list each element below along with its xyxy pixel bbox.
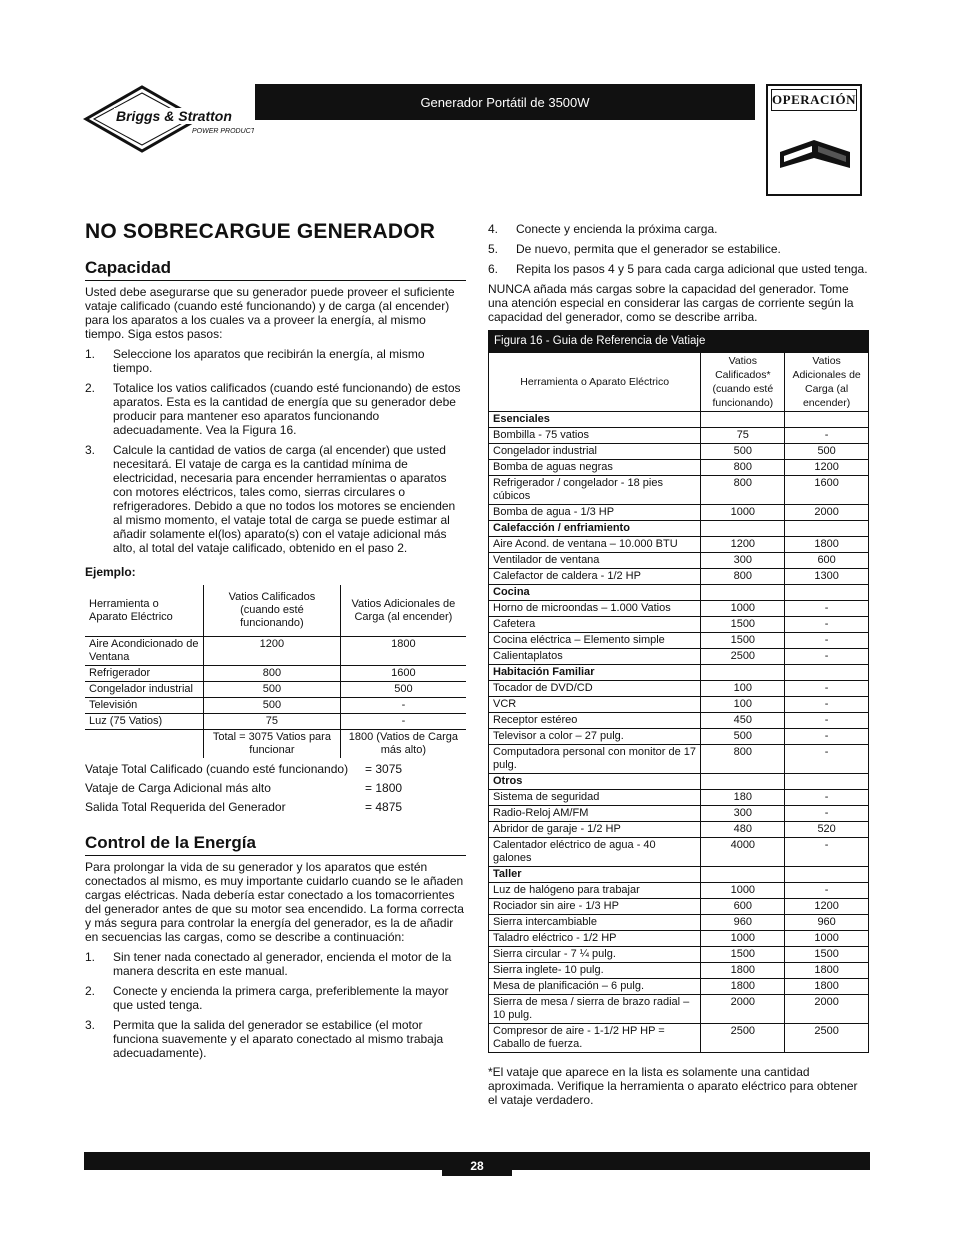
table-cell: 520	[785, 822, 869, 838]
table-cell: 1000	[701, 505, 785, 521]
table-cell: 2500	[785, 1024, 869, 1053]
example-table	[85, 585, 466, 758]
category-label: Calefacción / enfriamiento	[489, 521, 701, 537]
table-cell: 1000	[701, 883, 785, 899]
table-cell: Refrigerador / congelador - 18 pies cúbicos	[489, 476, 701, 505]
table-cell: 2000	[701, 995, 785, 1024]
table-row	[489, 460, 869, 476]
section-badge	[766, 84, 862, 196]
summary-line	[85, 761, 466, 777]
table-cell: 1200	[785, 899, 869, 915]
table-cell	[701, 585, 785, 601]
table-cell: -	[340, 714, 466, 730]
step-number: 5.	[488, 242, 499, 256]
table-cell: -	[785, 790, 869, 806]
table-cell: 800	[701, 476, 785, 505]
table-category-row	[489, 665, 869, 681]
left-column	[85, 220, 466, 1066]
table-cell: 1200	[701, 537, 785, 553]
table-row	[489, 553, 869, 569]
table-cell: -	[785, 601, 869, 617]
table-cell: 75	[701, 428, 785, 444]
step-number: 2.	[85, 984, 96, 998]
control-steps	[85, 950, 466, 1060]
list-item	[85, 984, 466, 1012]
table-row	[489, 915, 869, 931]
capacidad-intro: Usted debe asegurarse que su generador puede proveer el suficiente vataje calificado (cuando esté funcionando) y de carga (al encender) para los aparatos a los cuales va a proveer la energía, al mismo tiempo. Siga estos pasos:	[85, 285, 455, 341]
table-cell: -	[785, 428, 869, 444]
list-item	[488, 242, 869, 256]
step-text: De nuevo, permita que el generador se estabilice.	[516, 242, 781, 256]
table-cell: Aire Acond. de ventana – 10.000 BTU	[489, 537, 701, 553]
table-cell	[701, 774, 785, 790]
table-cell: Abridor de garaje - 1/2 HP	[489, 822, 701, 838]
table-cell: 1500	[701, 947, 785, 963]
brand-sub: POWER PRODUCTS	[192, 128, 254, 135]
step-text: Totalice los vatios calificados (cuando esté funcionando) de estos aparatos. Esta es la cantidad de energía que su generador debe producir para mantener eso aparatos funcionando adecuadamente. Vea la Figura 16.	[113, 381, 461, 437]
category-label: Otros	[489, 774, 701, 790]
table-cell: 2500	[701, 649, 785, 665]
table-cell: Congelador industrial	[85, 682, 204, 698]
summary-value: = 3075	[365, 762, 403, 776]
table-cell	[785, 665, 869, 681]
table-row	[489, 505, 869, 521]
table-cell: 1800	[701, 963, 785, 979]
table-cell: 1800	[340, 637, 466, 666]
table-cell: 1000	[701, 601, 785, 617]
table-cell: Radio-Reloj AM/FM	[489, 806, 701, 822]
table-row	[489, 428, 869, 444]
table-row	[489, 537, 869, 553]
table-row	[489, 745, 869, 774]
table-row	[489, 617, 869, 633]
table-cell: 600	[785, 553, 869, 569]
table-row	[489, 713, 869, 729]
table-row	[489, 979, 869, 995]
table-cell: 1500	[785, 947, 869, 963]
table-cell: Aire Acondicionado de Ventana	[85, 637, 204, 666]
table-cell	[701, 665, 785, 681]
table-cell: Bomba de aguas negras	[489, 460, 701, 476]
table-row	[489, 1024, 869, 1053]
summary-label: Vataje de Carga Adicional más alto	[85, 781, 271, 795]
table-cell: 1300	[785, 569, 869, 585]
table-row	[489, 947, 869, 963]
table-cell: 500	[340, 682, 466, 698]
table-cell: Compresor de aire - 1-1/2 HP HP = Caballo de fuerza.	[489, 1024, 701, 1053]
brand-name: Briggs & Stratton	[116, 108, 232, 124]
list-item	[85, 443, 466, 555]
page-title: NO SOBRECARGUE GENERADOR	[85, 220, 436, 243]
table-cell: 300	[701, 806, 785, 822]
step-number: 4.	[488, 222, 499, 236]
table-cell: 800	[701, 745, 785, 774]
step-number: 3.	[85, 443, 96, 457]
table-row	[489, 569, 869, 585]
table-cell: -	[785, 617, 869, 633]
table-cell: 2000	[785, 505, 869, 521]
table-cell: 2500	[701, 1024, 785, 1053]
table-category-row	[489, 867, 869, 883]
table-cell: 500	[701, 729, 785, 745]
table-row	[489, 444, 869, 460]
list-item	[488, 262, 869, 276]
table-row	[489, 995, 869, 1024]
table-cell: VCR	[489, 697, 701, 713]
table-cell: Mesa de planificación – 6 pulg.	[489, 979, 701, 995]
table-cell: Sierra circular - 7 ¼ pulg.	[489, 947, 701, 963]
table-cell: Luz (75 Vatios)	[85, 714, 204, 730]
table-cell: 960	[701, 915, 785, 931]
table-cell: -	[785, 806, 869, 822]
table-row	[489, 790, 869, 806]
table-cell: 1500	[701, 617, 785, 633]
table-header-cell: Vatios Calificados* (cuando esté funcionando)	[701, 353, 785, 412]
step-text: Permita que la salida del generador se estabilice (el motor funciona suavemente y el aparato conectado al mismo trabaja adecuadamente).	[113, 1018, 444, 1060]
table-cell: 600	[701, 899, 785, 915]
table-cell: 1000	[701, 931, 785, 947]
table-row	[489, 681, 869, 697]
table-header-row	[489, 353, 869, 412]
table-cell: 300	[701, 553, 785, 569]
table-cell: Congelador industrial	[489, 444, 701, 460]
table-cell: 75	[204, 714, 341, 730]
table-cell: Rociador sin aire - 1/3 HP	[489, 899, 701, 915]
table-row	[85, 714, 466, 730]
table-cell: 4000	[701, 838, 785, 867]
table-row	[85, 698, 466, 714]
table-cell: Calefactor de caldera - 1/2 HP	[489, 569, 701, 585]
table-cell: 1800	[785, 963, 869, 979]
table-row	[85, 666, 466, 682]
table-cell: 100	[701, 697, 785, 713]
table-cell: Cocina eléctrica – Elemento simple	[489, 633, 701, 649]
table-header-cell: Vatios Calificados (cuando esté funcionando)	[204, 585, 341, 637]
table-cell	[785, 412, 869, 428]
table-row	[489, 806, 869, 822]
table-cell: 1800	[785, 537, 869, 553]
table-cell: 100	[701, 681, 785, 697]
step-text: Seleccione los aparatos que recibirán la energía, al mismo tiempo.	[113, 347, 425, 375]
table-cell: 1600	[785, 476, 869, 505]
table-cell: -	[785, 883, 869, 899]
capacidad-heading: Capacidad	[85, 258, 466, 281]
capacidad-steps	[85, 347, 466, 555]
table-cell: 800	[204, 666, 341, 682]
summary-label: Vataje Total Calificado (cuando esté funcionando)	[85, 762, 349, 776]
table-cell: Cafetera	[489, 617, 701, 633]
table-category-row	[489, 521, 869, 537]
table-cell: 1200	[204, 637, 341, 666]
table-cell: Receptor estéreo	[489, 713, 701, 729]
figure-caption: Figura 16 - Guia de Referencia de Vatiaje	[488, 330, 869, 352]
table-cell: 1800	[785, 979, 869, 995]
table-cell: -	[785, 729, 869, 745]
section-badge-label: OPERACIÓN	[771, 89, 857, 111]
table-cell: 500	[785, 444, 869, 460]
table-row	[489, 649, 869, 665]
step-text: Sin tener nada conectado al generador, encienda el motor de la manera descrita en este manual.	[113, 950, 452, 978]
summary	[85, 761, 466, 815]
table-total-row	[85, 730, 466, 759]
table-row	[489, 899, 869, 915]
table-row	[489, 963, 869, 979]
table-cell: 480	[701, 822, 785, 838]
table-cell: -	[785, 649, 869, 665]
table-cell: Bomba de agua - 1/3 HP	[489, 505, 701, 521]
table-cell	[785, 521, 869, 537]
overload-warning: NUNCA añada más cargas sobre la capacidad del generador. Tome una atención especial en considerar las cargas de corriente según la capacidad del generador, como se describe arriba.	[488, 282, 854, 324]
table-cell	[785, 867, 869, 883]
right-column	[488, 222, 869, 1107]
table-row	[489, 838, 869, 867]
table-row	[489, 697, 869, 713]
table-cell: 800	[701, 569, 785, 585]
step-number: 1.	[85, 950, 96, 964]
table-cell: Horno de microondas – 1.000 Vatios	[489, 601, 701, 617]
table-cell: Tocador de DVD/CD	[489, 681, 701, 697]
page-number: 28	[442, 1152, 512, 1176]
table-cell: 2000	[785, 995, 869, 1024]
table-cell: 500	[204, 682, 341, 698]
table-category-row	[489, 585, 869, 601]
table-cell: Sierra de mesa / sierra de brazo radial – 10 pulg.	[489, 995, 701, 1024]
header-title: Generador Portátil de 3500W	[420, 94, 590, 110]
table-cell: -	[785, 745, 869, 774]
table-cell: 1600	[340, 666, 466, 682]
table-cell: Total = 3075 Vatios para funcionar	[204, 730, 341, 759]
summary-label: Salida Total Requerida del Generador	[85, 800, 286, 814]
table-header-cell: Vatios Adicionales de Carga (al encender)	[340, 585, 466, 637]
figure-footnote: *El vataje que aparece en la lista es solamente una cantidad aproximada. Verifique la herramienta o aparato eléctrico para obtener el vataje verdadero.	[488, 1065, 858, 1107]
switch-icon	[770, 112, 858, 192]
table-row	[489, 822, 869, 838]
table-cell: -	[785, 633, 869, 649]
table-cell: 180	[701, 790, 785, 806]
table-header-cell: Herramienta o Aparato Eléctrico	[85, 585, 204, 637]
control-heading: Control de la Energía	[85, 833, 466, 856]
table-cell: Ventilador de ventana	[489, 553, 701, 569]
table-row	[489, 601, 869, 617]
step-number: 2.	[85, 381, 96, 395]
control-intro: Para prolongar la vida de su generador y los aparatos que estén conectados al mismo, es muy importante cuidarlo cuando se le añaden cargas eléctricas. Nada debería estar conectado a los tomacorrientes del generador antes de que su motor sea encendido. La forma correcta y más segura para controlar la energía del generador, es la de añadir en secuencias las cargas, como se describe a continuación:	[85, 860, 464, 944]
table-cell	[701, 521, 785, 537]
table-cell	[701, 412, 785, 428]
category-label: Habitación Familiar	[489, 665, 701, 681]
table-cell: -	[785, 681, 869, 697]
table-cell: -	[785, 838, 869, 867]
step-text: Repita los pasos 4 y 5 para cada carga adicional que usted tenga.	[516, 262, 868, 276]
step-number: 1.	[85, 347, 96, 361]
summary-value: = 1800	[365, 781, 403, 795]
table-row	[489, 476, 869, 505]
table-header-cell: Vatios Adicionales de Carga (al encender)	[785, 353, 869, 412]
table-cell: Bombilla - 75 vatios	[489, 428, 701, 444]
list-item	[85, 1018, 466, 1060]
table-cell: Luz de halógeno para trabajar	[489, 883, 701, 899]
table-category-row	[489, 412, 869, 428]
list-item	[85, 950, 466, 978]
table-cell: 500	[701, 444, 785, 460]
list-item	[488, 222, 869, 236]
wattage-reference-body	[489, 353, 869, 1053]
table-cell: Computadora personal con monitor de 17 pulg.	[489, 745, 701, 774]
table-cell: Calentador eléctrico de agua - 40 galones	[489, 838, 701, 867]
table-cell: Sierra inglete- 10 pulg.	[489, 963, 701, 979]
step-number: 3.	[85, 1018, 96, 1032]
table-row	[85, 637, 466, 666]
table-cell: Calientaplatos	[489, 649, 701, 665]
table-cell: -	[340, 698, 466, 714]
table-cell: 500	[204, 698, 341, 714]
header-title-bar	[255, 84, 755, 120]
control-steps-continued	[488, 222, 869, 276]
table-row	[489, 729, 869, 745]
table-cell: Taladro eléctrico - 1/2 HP	[489, 931, 701, 947]
table-cell: -	[785, 713, 869, 729]
category-label: Taller	[489, 867, 701, 883]
table-cell: 1200	[785, 460, 869, 476]
step-text: Calcule la cantidad de vatios de carga (al encender) que usted necesitará. El vataje de carga es la cantidad mínima de electricidad, necesaria para encender herramientas o aparatos con motores eléctricos, tales como, sierras circulares o refrigeradores. Debido a que no todos los motores se encienden al mismo momento, el vataje total de carga se puede estimar al añadir solamente el(los) aparato(s) con el vataje adicional más alto, al total del vataje calificado, obtenido en el paso 2.	[113, 443, 456, 555]
brand-logo	[82, 84, 254, 154]
table-cell: Televisor a color – 27 pulg.	[489, 729, 701, 745]
table-header-cell: Herramienta o Aparato Eléctrico	[489, 353, 701, 412]
table-cell	[785, 774, 869, 790]
list-item	[85, 347, 466, 375]
step-text: Conecte y encienda la primera carga, preferiblemente la mayor que usted tenga.	[113, 984, 449, 1012]
summary-line	[85, 799, 466, 815]
table-header-row	[85, 585, 466, 637]
table-row	[489, 931, 869, 947]
table-row	[489, 633, 869, 649]
table-cell: 1500	[701, 633, 785, 649]
category-label: Esenciales	[489, 412, 701, 428]
example-label: Ejemplo:	[85, 565, 136, 579]
table-cell: 1800 (Vatios de Carga más alto)	[340, 730, 466, 759]
category-label: Cocina	[489, 585, 701, 601]
table-cell	[85, 730, 204, 759]
table-row	[85, 682, 466, 698]
table-cell: 800	[701, 460, 785, 476]
table-cell: Sistema de seguridad	[489, 790, 701, 806]
summary-value: = 4875	[365, 800, 403, 814]
table-cell: Refrigerador	[85, 666, 204, 682]
table-cell: Televisión	[85, 698, 204, 714]
step-number: 6.	[488, 262, 499, 276]
step-text: Conecte y encienda la próxima carga.	[516, 222, 718, 236]
table-cell	[785, 585, 869, 601]
table-cell: 960	[785, 915, 869, 931]
summary-line	[85, 780, 466, 796]
table-cell: Sierra intercambiable	[489, 915, 701, 931]
table-category-row	[489, 774, 869, 790]
list-item	[85, 381, 466, 437]
table-cell: 1800	[701, 979, 785, 995]
wattage-reference-table	[488, 352, 869, 1053]
table-cell: 1000	[785, 931, 869, 947]
table-cell: 450	[701, 713, 785, 729]
table-cell: -	[785, 697, 869, 713]
table-row	[489, 883, 869, 899]
table-cell	[701, 867, 785, 883]
